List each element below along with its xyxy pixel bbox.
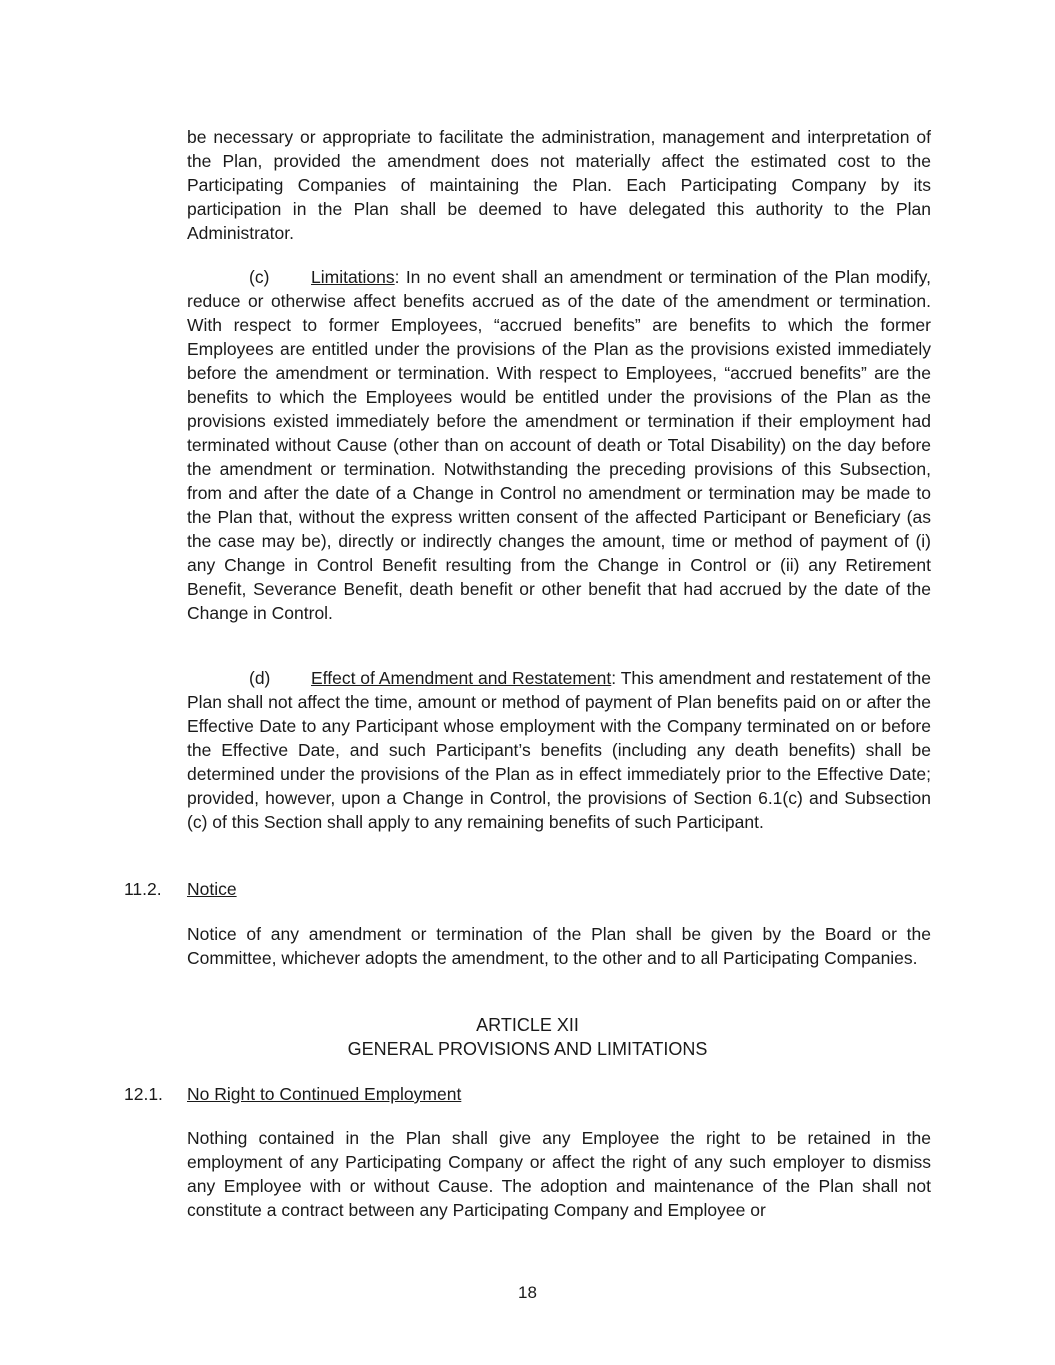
subsection-d-label: (d) [249,668,271,688]
section-11-2-title: Notice [187,879,237,899]
section-12-1-text: Nothing contained in the Plan shall give any Employee the right to be retained in the employment of any Participating Company or affect the right of any such employer to dismiss any Employee with or without Cause. The adoption and maintenance of the Plan shall not constitute a contract between any Participating Company and Employee or [187,1128,931,1220]
article-subheading: GENERAL PROVISIONS AND LIMITATIONS [347,1039,708,1059]
subsection-d [187,666,931,834]
subsection-d-title: Effect of Amendment and Restatement [311,668,612,688]
subsection-c-label: (c) [249,267,270,287]
article-heading: ARTICLE XII [476,1015,579,1035]
section-12-1-number: 12.1. [124,1084,163,1104]
subsection-c [187,265,931,625]
section-11-2-number: 11.2. [124,879,162,899]
page-number: 18 [518,1283,537,1302]
subsection-c-title: Limitations [311,267,395,287]
subsection-c-text: : In no event shall an amendment or termination of the Plan modify, reduce or otherwise affect benefits accrued as of the date of the amendment or termination. With respect to former Employees, “accrued benefits” are benefits to which the former Employees are entitled under the provisions of the Plan as the provisions existed immediately before the amendment or termination. With respect to Employees, “accrued benefits” are the benefits to which the Employees would be entitled under the provisions of the Plan as the provisions existed immediately before the amendment or termination if their employment had terminated without Cause (other than on account of death or Total Disability) on the day before the amendment or termination. Notwithstanding the preceding provisions of this Subsection, from and after the date of a Change in Control no amendment or termination may be made to the Plan that, without the express written consent of the affected Participant or Beneficiary (as the case may be), directly or indirectly changes the amount, time or method of payment of (i) any Change in Control Benefit resulting from the Change in Control or (ii) any Retirement Benefit, Severance Benefit, death benefit or other benefit that had accrued by the date of the Change in Control. [187,267,931,623]
paragraph-continuation: be necessary or appropriate to facilitate the administration, management and interpretation of the Plan, provided the amendment does not materially affect the estimated cost to the Participating Companies of maintaining the Plan. Each Participating Company by its participation in the Plan shall be deemed to have delegated this authority to the Plan Administrator. [187,127,931,243]
section-12-1-title: No Right to Continued Employment [187,1084,462,1104]
section-11-2-text: Notice of any amendment or termination of the Plan shall be given by the Board or the Committee, whichever adopts the amendment, to the other and to all Participating Companies. [187,924,931,968]
subsection-d-text: : This amendment and restatement of the Plan shall not affect the time, amount or method of payment of Plan benefits paid on or after the Effective Date to any Participant whose employment with the Company terminated on or before the Effective Date, and such Participant’s benefits (including any death benefits) shall be determined under the provisions of the Plan as in effect immediately prior to the Effective Date; provided, however, upon a Change in Control, the provisions of Section 6.1(c) and Subsection (c) of this Section shall apply to any remaining benefits of such Participant. [187,668,931,832]
